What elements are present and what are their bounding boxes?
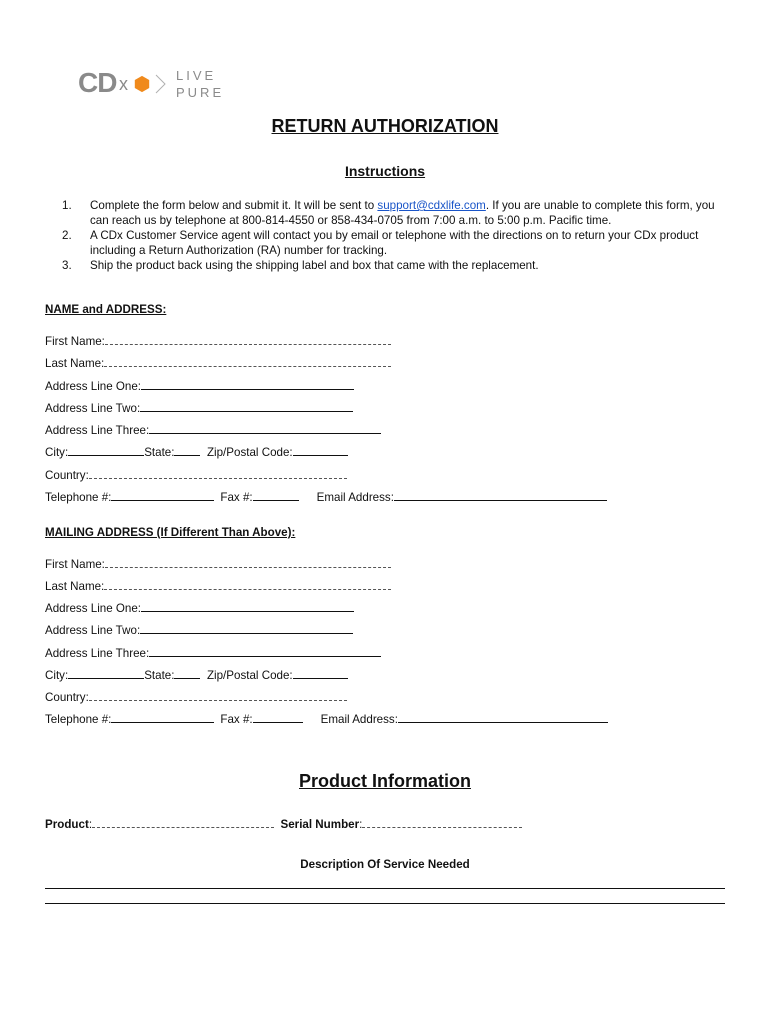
mailing-address-line-one-line[interactable] [141,600,354,612]
instruction-number: 1. [62,199,72,212]
mailing-zip-line[interactable] [293,667,348,679]
product-line[interactable] [92,816,274,828]
telephone-fax-email-row [45,489,607,504]
mailing-address-line-two-line[interactable] [140,622,353,634]
mailing-telephone-line[interactable] [111,711,214,723]
email-label: Email Address: [316,491,394,504]
mailing-state-line[interactable] [174,667,200,679]
mailing-city-label: City: [45,669,69,682]
description-line[interactable] [45,888,725,889]
mailing-first-name-line[interactable] [105,556,391,568]
address-line-three-field[interactable]: Address Line Three: [45,422,381,437]
address-line-one-field[interactable]: Address Line One: [45,378,354,393]
instruction-text: A CDx Customer Service agent will contact you by email or telephone with the directions on to return your CDx product including a Return Authorization (RA) number for tracking. [90,229,699,257]
logo-tagline-pure: PURE [176,85,225,100]
telephone-line[interactable] [111,489,214,501]
serial-number-label: Serial Number [280,818,360,831]
mailing-address-line-three-field[interactable]: Address Line Three: [45,645,381,660]
instruction-text: Complete the form below and submit it. It will be sent to support@cdxlife.com. If you are unable to complete this form, you can reach us by telephone at 800-814-4550 or 858-434-0705 from 7:00 a.m. to 5:00 p.m. Pacific time. [90,199,715,227]
last-name-line[interactable] [104,355,391,367]
chevron-right-icon [155,74,169,94]
mailing-city-state-zip-row [45,667,348,682]
country-field[interactable]: Country: [45,467,347,482]
mailing-country-field[interactable]: Country: [45,689,347,704]
address-line-one-line[interactable] [141,378,354,390]
mailing-zip-label: Zip/Postal Code: [206,669,293,682]
first-name-line[interactable] [105,333,391,345]
logo-brand: CD [78,67,117,98]
zip-label: Zip/Postal Code: [206,446,293,459]
instruction-item [62,198,722,228]
zip-line[interactable] [293,444,348,456]
hexagon-icon [133,75,151,93]
address-line-three-line[interactable] [149,422,381,434]
city-line[interactable] [68,444,144,456]
mailing-city-line[interactable] [68,667,144,679]
serial-number-line[interactable] [362,816,522,828]
mailing-email-line[interactable] [398,711,608,723]
instruction-number: 2. [62,229,72,242]
instructions-list [62,198,722,273]
city-label: City: [45,446,69,459]
instruction-item [62,258,722,273]
state-line[interactable] [174,444,200,456]
mailing-first-name-field[interactable]: First Name: [45,556,391,571]
mailing-last-name-field[interactable]: Last Name: [45,578,391,593]
mailing-address-line-three-line[interactable] [149,645,381,657]
logo-brand-x: x [119,74,128,94]
instructions-heading: Instructions [344,163,426,179]
cdx-logo [78,50,223,120]
fax-label: Fax #: [220,491,253,504]
page-title: RETURN AUTHORIZATION [271,116,499,136]
mailing-address-line-one-field[interactable]: Address Line One: [45,600,354,615]
description-heading: Description Of Service Needed [300,858,470,871]
fax-line[interactable] [253,489,299,501]
mailing-last-name-line[interactable] [104,578,391,590]
mailing-state-label: State: [144,669,175,682]
instruction-number: 3. [62,259,72,272]
mailing-address-line-two-field[interactable]: Address Line Two: [45,622,353,637]
telephone-label: Telephone #: [45,491,112,504]
product-label: Product [45,818,89,831]
support-email-link[interactable]: support@cdxlife.com [377,199,486,212]
mailing-country-line[interactable] [89,689,347,701]
description-line[interactable] [45,903,725,904]
name-address-heading: NAME and ADDRESS: [45,303,167,316]
mailing-email-label: Email Address: [320,713,398,726]
address-line-two-field[interactable]: Address Line Two: [45,400,353,415]
instruction-item [62,228,722,258]
mailing-telephone-fax-email-row [45,711,608,726]
country-line[interactable] [89,467,347,479]
mailing-fax-label: Fax #: [220,713,253,726]
logo-tagline-live: LIVE [176,68,217,83]
product-serial-row: Product: Serial Number: [45,816,522,831]
mailing-address-heading: MAILING ADDRESS (If Different Than Above): [45,526,296,539]
first-name-field[interactable]: First Name: [45,333,391,348]
product-information-heading: Product Information [299,771,471,791]
email-line[interactable] [394,489,607,501]
mailing-fax-line[interactable] [253,711,303,723]
address-line-two-line[interactable] [140,400,353,412]
state-label: State: [144,446,175,459]
last-name-field[interactable]: Last Name: [45,355,391,370]
city-state-zip-row [45,444,348,459]
mailing-telephone-label: Telephone #: [45,713,112,726]
instruction-text: Ship the product back using the shipping label and box that came with the replacement. [90,259,539,272]
